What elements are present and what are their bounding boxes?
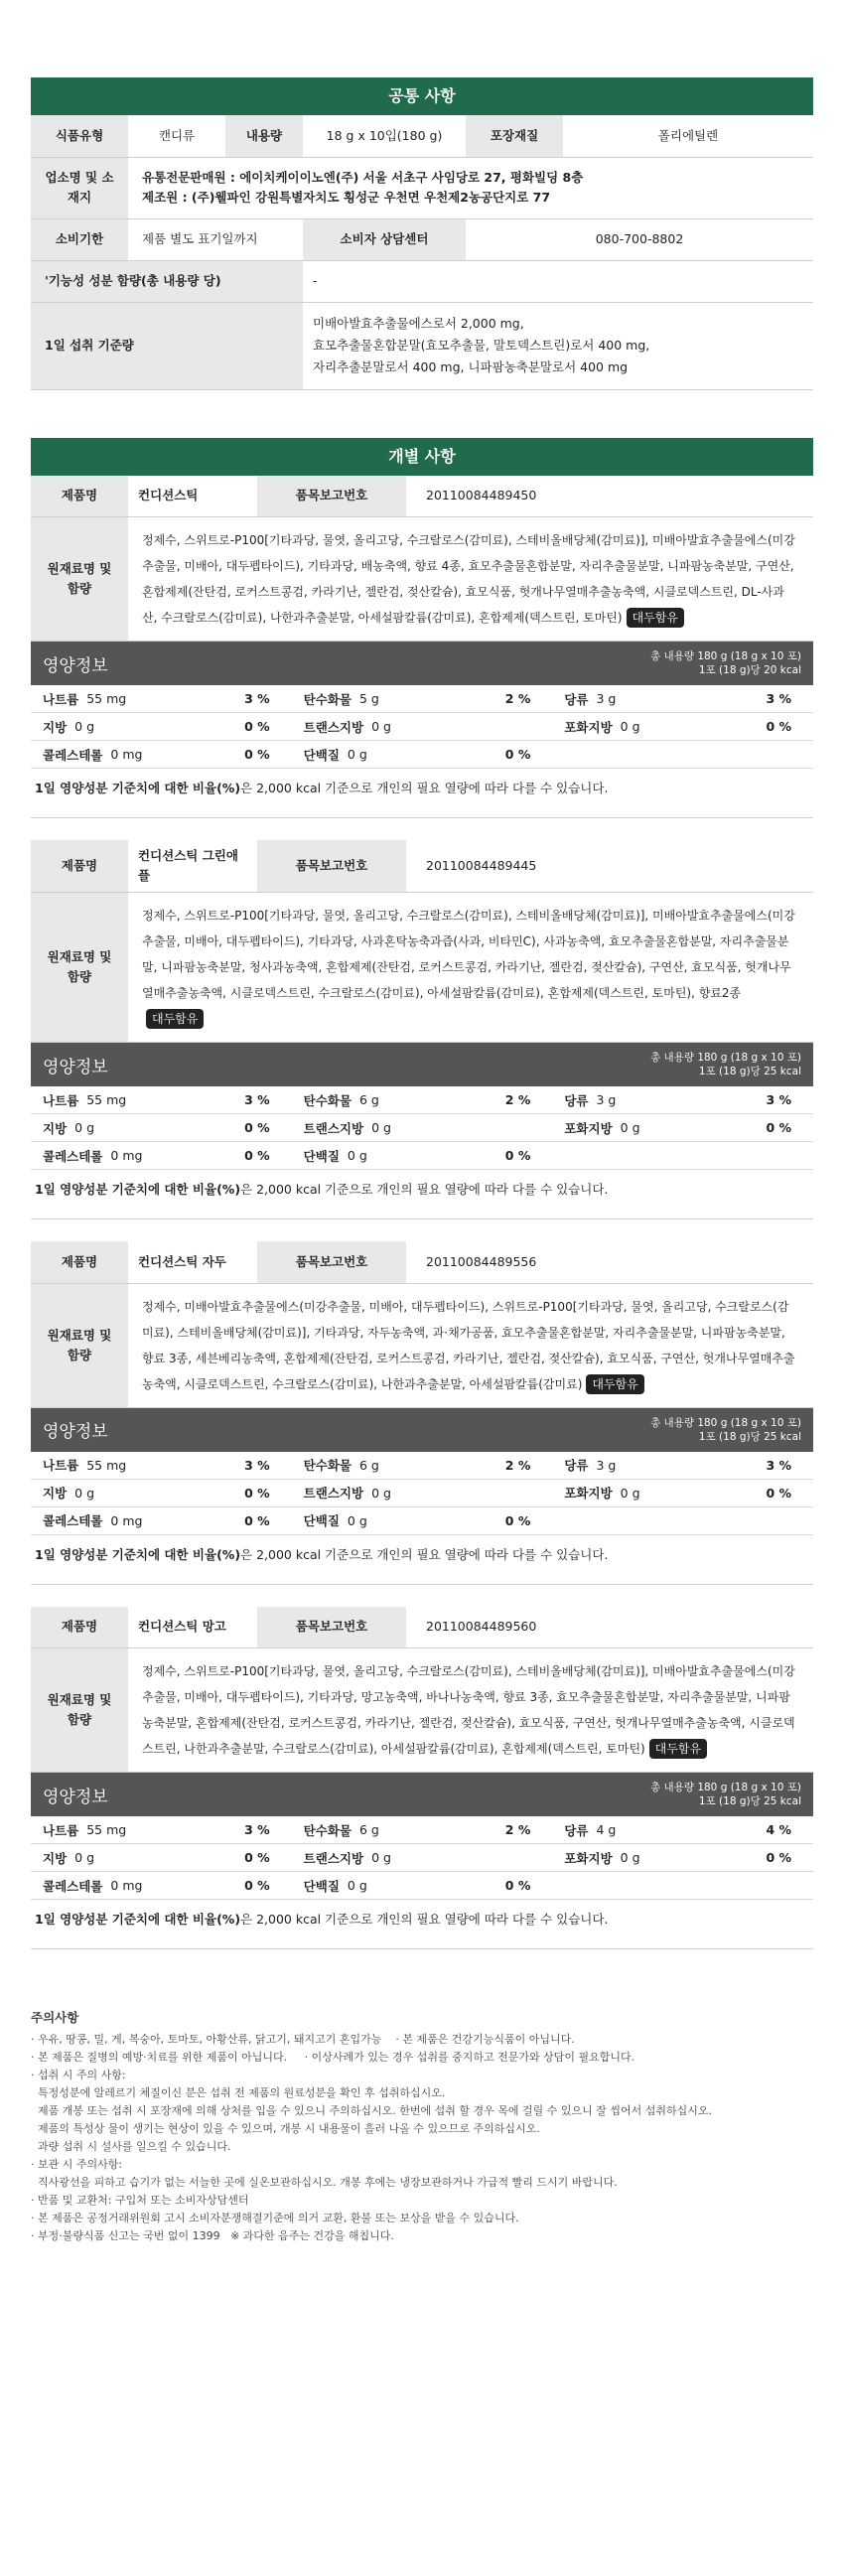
nutrition-header [31, 1043, 813, 1086]
sodium-cell [31, 1821, 292, 1839]
cholesterol-value: 0 mg [110, 1512, 143, 1528]
cholesterol-value: 0 mg [110, 1878, 143, 1893]
nutrition-row [31, 713, 813, 741]
fat-cell [31, 1849, 292, 1867]
protein-value: 0 g [347, 1512, 367, 1528]
ingredients-table [31, 517, 813, 642]
ingredients-label: 원재료명 및 함량 [31, 517, 128, 642]
sat-fat-label: 포화지방 [564, 1850, 613, 1866]
protein-cell [292, 1147, 553, 1165]
sodium-cell [31, 1091, 292, 1109]
cholesterol-percent: 0 % [244, 1148, 270, 1163]
protein-percent: 0 % [504, 1878, 531, 1893]
sugars-cell [552, 1821, 813, 1839]
daily-note-rest: 은 2,000 kcal 기준으로 개인의 필요 열량에 따라 다를 수 있습니다. [240, 1912, 609, 1927]
sugars-value: 3 g [596, 1092, 617, 1107]
sat-fat-label: 포화지방 [564, 1486, 613, 1501]
product-name-value: 컨디션스틱 [128, 476, 257, 517]
product-name-value: 컨디션스틱 그린애플 [128, 840, 257, 893]
daily-note-rest: 은 2,000 kcal 기준으로 개인의 필요 열량에 따라 다를 수 있습니다. [240, 1546, 609, 1562]
trans-fat-label: 트랜스지방 [303, 1120, 364, 1136]
ingredients-text: 정제수, 스위트로-P100[기타과당, 물엿, 올리고당, 수크랄로스(감미료), 스테비올배당체(감미료)], 미배아발효추출물에스(미강추출물, 미배아, 대두펩타이드), 기타과당, 사과혼탁농축과즙(사과, 비타민C), 사과농축액, 효모추출물혼합분말, 자리추출물분말, 니파팜농축분말, 청사과농축액, 혼합제제(잔탄검, 로커스트콩검, 카라기난, 젤란검, 젖산칼슘), 구연산, 효모식품, 헛개나무열매추출농축액, 시클로덱스트린, 수크랄로스(감미료), 아세설팜칼륨(감미료), 혼합제제(덱스트린, 토마틴), 향료2종 [142, 909, 795, 1000]
sugars-percent: 3 % [766, 1457, 792, 1473]
nutrition-per: 1포 (18 g)당 25 kcal [698, 1066, 801, 1077]
protein-cell [292, 1877, 553, 1895]
fat-label: 지방 [43, 1120, 68, 1136]
nutrition-header [31, 1773, 813, 1816]
report-no-value: 20110084489556 [406, 1241, 813, 1283]
nutrition-header [31, 1408, 813, 1452]
protein-label: 단백질 [303, 1878, 340, 1894]
cholesterol-label: 콜레스테롤 [43, 1878, 103, 1894]
ingredients-value [128, 1284, 813, 1408]
sodium-percent: 3 % [244, 691, 270, 706]
nutrition-grid [31, 1086, 813, 1170]
fat-value: 0 g [74, 1485, 95, 1501]
consumer-center-label: 소비자 상담센터 [303, 218, 466, 260]
fat-value: 0 g [74, 719, 95, 734]
sat-fat-label: 포화지방 [564, 1120, 613, 1136]
ingredients-label: 원재료명 및 함량 [31, 1284, 128, 1408]
nutrition-row [31, 741, 813, 769]
expiry-value: 제품 별도 표기일까지 [128, 218, 303, 260]
carbs-label: 탄수화물 [303, 1458, 352, 1473]
trans-fat-cell [292, 1849, 553, 1867]
sugars-value: 4 g [596, 1822, 617, 1837]
report-no-label: 품목보고번호 [257, 840, 406, 893]
sat-fat-label: 포화지방 [564, 719, 613, 735]
sugars-value: 3 g [596, 1457, 617, 1473]
carbs-cell [292, 1091, 553, 1109]
nutrition-grid [31, 685, 813, 769]
capacity-value: 18 g x 10입(180 g) [303, 115, 466, 157]
ingredients-value [128, 517, 813, 642]
nutrition-title: 영양정보 [43, 1422, 108, 1442]
product-header-table [31, 840, 813, 893]
sat-fat-cell [552, 1849, 813, 1867]
report-no-value: 20110084489560 [406, 1607, 813, 1648]
food-type-label: 식품유형 [31, 115, 128, 157]
cholesterol-cell [31, 746, 292, 764]
sat-fat-percent: 0 % [766, 719, 792, 734]
sugars-cell [552, 1456, 813, 1474]
cholesterol-cell [31, 1511, 292, 1529]
fat-percent: 0 % [244, 1485, 270, 1501]
daily-note-bold: 1일 영양성분 기준치에 대한 비율(%) [35, 1182, 241, 1197]
nutrition-total: 총 내용량 180 g (18 g x 10 포) [650, 1782, 801, 1793]
nutrition-row [31, 1480, 813, 1507]
nutrition-total: 총 내용량 180 g (18 g x 10 포) [650, 1052, 801, 1064]
product-gap [31, 1949, 813, 1971]
nutrition-serving [650, 649, 801, 677]
daily-note-bold: 1일 영양성분 기준치에 대한 비율(%) [35, 781, 241, 795]
carbs-label: 탄수화물 [303, 691, 352, 707]
notes-line: 과량 섭취 시 설사를 일으킬 수 있습니다. [31, 2140, 231, 2153]
sodium-percent: 3 % [244, 1822, 270, 1837]
product-block [31, 1241, 813, 1607]
trans-fat-value: 0 g [371, 1485, 391, 1501]
ingredients-text: 정제수, 스위트로-P100[기타과당, 물엿, 올리고당, 수크랄로스(감미료), 스테비올배당체(감미료)], 미배아발효추출물에스(미강추출물, 미배아, 대두펩타이드), 기타과당, 배농축액, 향료 4종, 효모추출물혼합분말, 자리추출물분말, 니파팜농축분말, 구연산, 혼합제제(잔탄검, 로커스트콩검, 카라기난, 젤란검, 젖산칼슘), 효모식품, 헛개나무열매추출농축액, 시클로덱스트린, DL-사과산, 수크랄로스(감미료), 나한과추출분말, 아세설팜칼륨(감미료), 혼합제제(덱스트린, 토마틴) [142, 533, 795, 625]
consumer-center-value: 080-700-8802 [466, 218, 813, 260]
nutrition-row [31, 1872, 813, 1900]
fat-value: 0 g [74, 1120, 95, 1135]
ingredients-label: 원재료명 및 함량 [31, 893, 128, 1043]
carbs-label: 탄수화물 [303, 1092, 352, 1108]
product-block [31, 476, 813, 841]
notes-line: · 섭취 시 주의 사항: [31, 2069, 126, 2081]
sugars-label: 당류 [564, 1458, 589, 1473]
notes-line: 직사광선을 피하고 습기가 없는 서늘한 곳에 실온보관하십시오. 개봉 후에는 냉장보관하거나 가급적 빨리 드시기 바랍니다. [31, 2176, 618, 2189]
daily-note-rest: 은 2,000 kcal 기준으로 개인의 필요 열량에 따라 다를 수 있습니다. [240, 1182, 609, 1197]
cholesterol-value: 0 mg [110, 1148, 143, 1163]
product-name-value: 컨디션스틱 자두 [128, 1241, 257, 1283]
notes-line: · 본 제품은 공정거래위원회 고시 소비자분쟁해결기준에 의거 교환, 환불 또는 보상을 받을 수 있습니다. [31, 2212, 519, 2224]
business-value [128, 157, 813, 218]
sat-fat-percent: 0 % [766, 1120, 792, 1135]
sat-fat-value: 0 g [620, 1120, 640, 1135]
fat-percent: 0 % [244, 1120, 270, 1135]
daily-value-note [31, 1535, 813, 1585]
carbs-value: 5 g [358, 691, 379, 706]
sugars-cell [552, 690, 813, 708]
carbs-percent: 2 % [504, 691, 531, 706]
product-gap [31, 1219, 813, 1241]
allergy-badge: 대두함유 [649, 1739, 707, 1759]
sat-fat-value: 0 g [620, 1850, 640, 1865]
sodium-label: 나트륨 [43, 1458, 79, 1473]
sodium-percent: 3 % [244, 1092, 270, 1107]
notes-line: · 우유, 땅콩, 밀, 게, 복숭아, 토마토, 아황산류, 닭고기, 돼지고기 혼입가능 · 본 제품은 건강기능식품이 아닙니다. [31, 2033, 575, 2046]
trans-fat-value: 0 g [371, 719, 391, 734]
cholesterol-label: 콜레스테롤 [43, 1148, 103, 1164]
product-name-label: 제품명 [31, 476, 128, 517]
nutrition-grid [31, 1816, 813, 1900]
notes-line: 제품의 특성상 물이 생기는 현상이 있을 수 있으며, 개봉 시 내용물이 흘러 나올 수 있으므로 주의하십시오. [31, 2122, 540, 2135]
food-type-value: 캔디류 [128, 115, 225, 157]
trans-fat-label: 트랜스지방 [303, 1486, 364, 1501]
protein-percent: 0 % [504, 1148, 531, 1163]
carbs-cell [292, 690, 553, 708]
trans-fat-value: 0 g [371, 1850, 391, 1865]
sodium-label: 나트륨 [43, 1092, 79, 1108]
fat-percent: 0 % [244, 1850, 270, 1865]
nutrition-title: 영양정보 [43, 1787, 108, 1807]
product-block [31, 1607, 813, 1972]
nutrition-per: 1포 (18 g)당 25 kcal [698, 1430, 801, 1443]
product-header-table [31, 1241, 813, 1284]
nutrition-serving [650, 1416, 801, 1444]
cholesterol-label: 콜레스테롤 [43, 1513, 103, 1528]
sodium-value: 55 mg [86, 691, 127, 706]
business-label: 업소명 및 소재지 [31, 157, 128, 218]
nutrition-serving [650, 1781, 801, 1808]
nutrition-row [31, 685, 813, 713]
sodium-label: 나트륨 [43, 1822, 79, 1838]
packaging-label: 포장재질 [466, 115, 563, 157]
carbs-percent: 2 % [504, 1457, 531, 1473]
sat-fat-cell [552, 718, 813, 736]
nutrition-header [31, 642, 813, 685]
product-block [31, 840, 813, 1241]
protein-value: 0 g [347, 1148, 367, 1163]
carbs-value: 6 g [358, 1092, 379, 1107]
notes-line: 특정성분에 알레르기 체질이신 분은 섭취 전 제품의 원료성분을 확인 후 섭취하십시오. [31, 2086, 446, 2099]
allergy-badge: 대두함유 [627, 608, 684, 628]
nutrition-serving [650, 1051, 801, 1078]
daily-note-bold: 1일 영양성분 기준치에 대한 비율(%) [35, 1546, 241, 1562]
nutrition-row [31, 1142, 813, 1170]
fat-label: 지방 [43, 719, 68, 735]
trans-fat-label: 트랜스지방 [303, 719, 364, 735]
common-section-title: 공통 사항 [31, 77, 813, 115]
report-no-value: 20110084489450 [406, 476, 813, 517]
functional-label: '기능성 성분 함량(총 내용량 당) [31, 260, 303, 302]
notes-line: · 보관 시 주의사항: [31, 2158, 123, 2171]
nutrition-title: 영양정보 [43, 655, 108, 676]
nutrition-title: 영양정보 [43, 1057, 108, 1077]
fat-cell [31, 1484, 292, 1502]
nutrition-row [31, 1114, 813, 1142]
notes-line: · 본 제품은 질병의 예방·치료를 위한 제품이 아닙니다. · 이상사례가 있는 경우 섭취를 중지하고 전문가와 상담이 필요합니다. [31, 2051, 635, 2064]
allergy-badge: 대두함유 [146, 1009, 204, 1029]
sat-fat-percent: 0 % [766, 1485, 792, 1501]
ingredients-label: 원재료명 및 함량 [31, 1648, 128, 1773]
sugars-percent: 3 % [766, 1092, 792, 1107]
product-header-table [31, 476, 813, 518]
sugars-label: 당류 [564, 1822, 589, 1838]
functional-value: - [303, 260, 813, 302]
sugars-label: 당류 [564, 691, 589, 707]
product-name-label: 제품명 [31, 1607, 128, 1648]
fat-label: 지방 [43, 1486, 68, 1501]
fat-cell [31, 718, 292, 736]
protein-cell [292, 746, 553, 764]
ingredients-table [31, 1284, 813, 1408]
product-name-label: 제품명 [31, 840, 128, 893]
fat-cell [31, 1119, 292, 1137]
packaging-value: 폴리에틸렌 [563, 115, 813, 157]
carbs-value: 6 g [358, 1822, 379, 1837]
sodium-cell [31, 690, 292, 708]
carbs-value: 6 g [358, 1457, 379, 1473]
trans-fat-cell [292, 1119, 553, 1137]
sugars-label: 당류 [564, 1092, 589, 1108]
trans-fat-value: 0 g [371, 1120, 391, 1135]
nutrition-total: 총 내용량 180 g (18 g x 10 포) [650, 1416, 801, 1429]
trans-fat-label: 트랜스지방 [303, 1850, 364, 1866]
ingredients-value [128, 1648, 813, 1773]
protein-value: 0 g [347, 1878, 367, 1893]
sugars-value: 3 g [596, 691, 617, 706]
daily-value-note [31, 769, 813, 818]
daily-intake-label: 1일 섭취 기준량 [31, 302, 303, 389]
ingredients-text: 정제수, 미배아발효추출물에스(미강추출물, 미배아, 대두펩타이드), 스위트로-P100[기타과당, 물엿, 올리고당, 수크랄로스(감미료), 스테비올배당체(감미료)], 기타과당, 자두농축액, 과·채가공품, 효모추출물혼합분말, 자리추출물분말, 니파팜농축분말, 향료 3종, 세븐베리농축액, 혼합제제(잔탄검, 로커스트콩검, 카라기난, 젤란검, 젖산칼슘), 효모식품, 구연산, 헛개나무열매추출농축액, 시클로덱스트린, 수크랄로스(감미료), 나한과추출분말, 아세설팜칼륨(감미료) [142, 1299, 795, 1391]
daily-value-note [31, 1170, 813, 1219]
ingredients-table [31, 1648, 813, 1773]
sat-fat-value: 0 g [620, 719, 640, 734]
notes-title: 주의사항 [31, 2010, 79, 2025]
sodium-percent: 3 % [244, 1457, 270, 1473]
carbs-cell [292, 1821, 553, 1839]
carbs-cell [292, 1456, 553, 1474]
carbs-percent: 2 % [504, 1822, 531, 1837]
trans-fat-cell [292, 718, 553, 736]
protein-percent: 0 % [504, 1512, 531, 1528]
report-no-value: 20110084489445 [406, 840, 813, 893]
nutrition-total: 총 내용량 180 g (18 g x 10 포) [650, 650, 801, 662]
sat-fat-cell [552, 1484, 813, 1502]
sugars-percent: 4 % [766, 1822, 792, 1837]
nutrition-grid [31, 1452, 813, 1535]
nutrition-per: 1포 (18 g)당 25 kcal [698, 1795, 801, 1807]
cholesterol-percent: 0 % [244, 1878, 270, 1893]
daily-note-bold: 1일 영양성분 기준치에 대한 비율(%) [35, 1912, 241, 1927]
notes-lines [31, 2031, 813, 2245]
product-gap [31, 1585, 813, 1607]
ingredients-table [31, 893, 813, 1043]
nutrition-row [31, 1086, 813, 1114]
cholesterol-label: 콜레스테롤 [43, 747, 103, 763]
carbs-percent: 2 % [504, 1092, 531, 1107]
fat-value: 0 g [74, 1850, 95, 1865]
sodium-value: 55 mg [86, 1092, 127, 1107]
individual-section-title: 개별 사항 [31, 438, 813, 476]
protein-label: 단백질 [303, 1148, 340, 1164]
fat-label: 지방 [43, 1850, 68, 1866]
product-list [31, 476, 813, 1972]
sat-fat-percent: 0 % [766, 1850, 792, 1865]
nutrition-row [31, 1816, 813, 1844]
sodium-value: 55 mg [86, 1457, 127, 1473]
allergy-badge: 대두함유 [586, 1374, 643, 1394]
sugars-percent: 3 % [766, 691, 792, 706]
nutrition-row [31, 1452, 813, 1480]
daily-intake-value: 미배아발효추출물에스로서 2,000 mg, 효모추출물혼합분말(효모추출물, 말토덱스트린)로서 400 mg, 자리추출분말로서 400 mg, 니파팜농축분말로서 400 mg [303, 302, 813, 389]
fat-percent: 0 % [244, 719, 270, 734]
protein-cell [292, 1511, 553, 1529]
report-no-label: 품목보고번호 [257, 1241, 406, 1283]
product-gap [31, 818, 813, 840]
protein-percent: 0 % [504, 747, 531, 762]
notes-line: · 반품 및 교환처: 구입처 또는 소비자상담센터 [31, 2194, 249, 2207]
report-no-label: 품목보고번호 [257, 1607, 406, 1648]
cholesterol-cell [31, 1877, 292, 1895]
cholesterol-value: 0 mg [110, 747, 143, 762]
sodium-label: 나트륨 [43, 691, 79, 707]
nutrition-row [31, 1844, 813, 1872]
product-name-value: 컨디션스틱 망고 [128, 1607, 257, 1648]
carbs-label: 탄수화물 [303, 1822, 352, 1838]
sugars-cell [552, 1091, 813, 1109]
notes-line: 제품 개봉 또는 섭취 시 포장재에 의해 상처를 입을 수 있으니 주의하십시오. 한번에 섭취 할 경우 목에 걸릴 수 있으니 잘 씹어서 섭취하십시오. [31, 2104, 712, 2117]
sat-fat-value: 0 g [620, 1485, 640, 1501]
expiry-label: 소비기한 [31, 218, 128, 260]
protein-label: 단백질 [303, 747, 340, 763]
ingredients-value [128, 893, 813, 1043]
manufacturer-text: 제조원 : (주)웰파인 강원특별자치도 횡성군 우천면 우천제2농공단지로 77 [142, 190, 551, 205]
product-header-table [31, 1607, 813, 1649]
common-info-table [31, 115, 813, 390]
sodium-value: 55 mg [86, 1822, 127, 1837]
trans-fat-cell [292, 1484, 553, 1502]
protein-value: 0 g [347, 747, 367, 762]
cholesterol-percent: 0 % [244, 1512, 270, 1528]
cholesterol-percent: 0 % [244, 747, 270, 762]
notes-line: · 부정·불량식품 신고는 국번 없이 1399 ※ 과다한 음주는 건강을 해칩니다. [31, 2229, 394, 2242]
nutrition-row [31, 1507, 813, 1535]
product-name-label: 제품명 [31, 1241, 128, 1283]
sat-fat-cell [552, 1119, 813, 1137]
report-no-label: 품목보고번호 [257, 476, 406, 517]
cholesterol-cell [31, 1147, 292, 1165]
ingredients-text: 정제수, 스위트로-P100[기타과당, 물엿, 올리고당, 수크랄로스(감미료), 스테비올배당체(감미료)], 미배아발효추출물에스(미강추출물, 미배아, 대두펩타이드), 기타과당, 망고농축액, 바나나농축액, 향료 3종, 효모추출물혼합분말, 자리추출물분말, 니파팜농축분말, 혼합제제(잔탄검, 로커스트콩검, 카라기난, 젤란검, 젖산칼슘), 효모식품, 구연산, 헛개나무열매추출농축액, 시클로덱스트린, 나한과추출분말, 수크랄로스(감미료), 아세설팜칼륨(감미료), 혼합제제(덱스트린, 토마틴) [142, 1664, 795, 1756]
nutrition-per: 1포 (18 g)당 20 kcal [698, 664, 801, 676]
daily-note-rest: 은 2,000 kcal 기준으로 개인의 필요 열량에 따라 다를 수 있습니다. [240, 781, 609, 795]
distributor-text: 유통전문판매원 : 에이치케이이노엔(주) 서울 서초구 사임당로 27, 평화빌딩 8층 [142, 170, 584, 185]
protein-label: 단백질 [303, 1513, 340, 1528]
sodium-cell [31, 1456, 292, 1474]
notes-section [31, 2009, 813, 2245]
capacity-label: 내용량 [225, 115, 303, 157]
daily-value-note [31, 1900, 813, 1949]
